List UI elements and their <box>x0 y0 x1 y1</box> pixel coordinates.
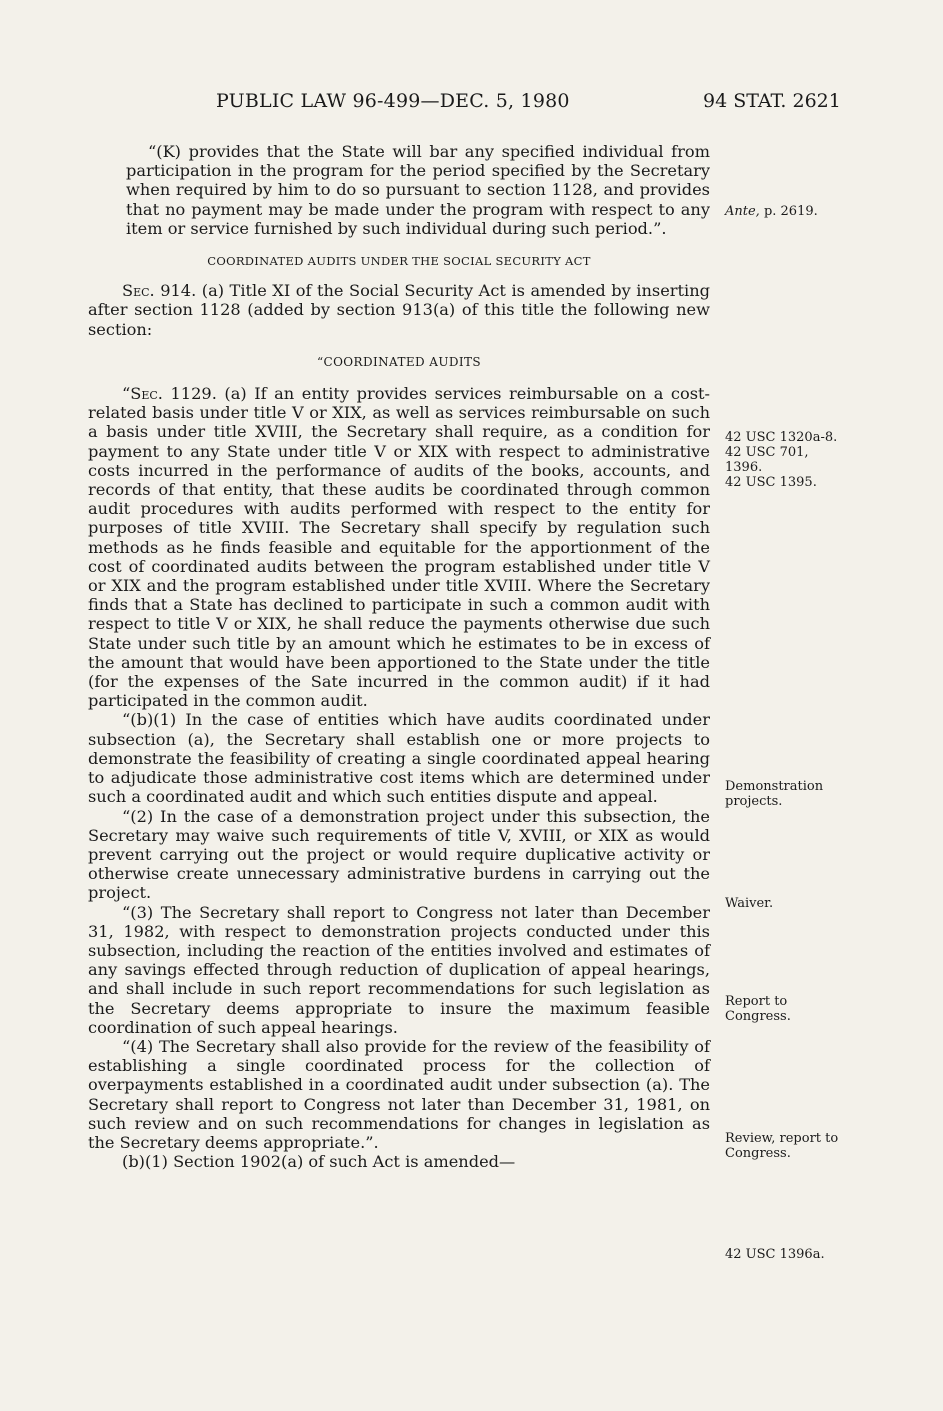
section-914-text: 914. (a) Title XI of the Social Security Act is amended by inserting after section 1128 (added by section 913(a) of this title the following new section: <box>88 281 710 339</box>
main-text <box>88 142 710 1171</box>
report-line1: Report to <box>725 994 788 1009</box>
paragraph-3: “(3) The Secretary shall report to Congress not later than December 31, 1982, with respect to demonstration projects conducted under this subsection, including the reaction of the entities involved and estimates of any savings effected through reduction of duplication of appeal hearings, and shall include in such report recommendations for such legislation as the Secretary deems appropriate to insure the maximum feasible coordination of such appeal hearings. <box>88 902 710 1037</box>
report-line2: Congress. <box>725 1009 791 1024</box>
section-heading: COORDINATED AUDITS UNDER THE SOCIAL SECURITY ACT <box>207 254 591 269</box>
usc-1395: 42 USC 1395. <box>725 475 817 490</box>
margin-note-usc-block <box>725 430 940 490</box>
paragraph-b-last: (b)(1) Section 1902(a) of such Act is amended— <box>122 1152 516 1172</box>
paragraph-4: “(4) The Secretary shall also provide for the review of the feasibility of establishing a single coordinated process for the collection of overpayments established in a coordinated audit under subsection (a). The Secretary shall report to Congress not later than December 31, 1981, on such review and on such recommendations for changes in legislation as the Secretary deems appropriate.”. <box>88 1036 710 1152</box>
page-header-stat: 94 STAT. 2621 <box>703 90 841 112</box>
page-header-title: PUBLIC LAW 96-499—DEC. 5, 1980 <box>216 90 570 112</box>
demonstration-line2: projects. <box>725 794 783 809</box>
section-914-label: Sec. <box>122 281 155 301</box>
section-1129-paragraph <box>88 384 710 710</box>
ante-page: p. 2619. <box>759 204 818 219</box>
coordinated-audits-subheading: “COORDINATED AUDITS <box>316 354 482 369</box>
margin-note-usc-1396a: 42 USC 1396a. <box>725 1247 825 1262</box>
paragraph-b1: “(b)(1) In the case of entities which have audits coordinated under subsection (a), the Secretary shall establish one or more projects to demonstrate the feasibility of creating a single coordinated appeal hearing to adjudicate those administrative cost items which are determined under such a coordinated audit and which such entities dispute and appeal. <box>88 710 710 807</box>
margin-note-review <box>725 1131 940 1161</box>
usc-701: 42 USC 701, <box>725 445 809 460</box>
margin-note-waiver: Waiver. <box>725 896 774 911</box>
review-line2: Congress. <box>725 1146 791 1161</box>
demonstration-line1: Demonstration <box>725 779 824 794</box>
section-914-paragraph <box>88 281 710 339</box>
section-1129-text: 1129. (a) If an entity provides services reimbursable on a cost-related basis under title V or XIX, as well as services reimbursable on such a basis under title XVIII, the Secretary shall require, as a condition for payment to any State under title V or XIX with respect to administrative costs incurred in the performance of audits of the books, accounts, and records of that entity, that these audits be coordinated through common audit procedures with audits performed with respect to the entity for purposes of title XVIII. The Secretary shall specify by regulation such methods as he finds feasible and equitable for the apportionment of the cost of coordinated audits between the program established under title V or XIX and the program established under title XVIII. Where the Secretary finds that a State has declined to participate in such a common audit with respect to title V or XIX, he shall reduce the payments otherwise due such State under such title by an amount which he estimates to be in excess of the amount that would have been apportioned to the State under the title (for the expenses of the Sate incurred in the common audit) if it had participated in the common audit. <box>88 384 710 711</box>
usc-1396: 1396. <box>725 460 763 475</box>
section-1129-label: “Sec. <box>122 384 163 404</box>
margin-note-demonstration <box>725 779 940 809</box>
paragraph-2: “(2) In the case of a demonstration project under this subsection, the Secretary may waive such requirements of title V, XVIII, or XIX as would prevent carrying out the project or would require duplicative activity or otherwise create unnecessary administrative burdens in carrying out the project. <box>88 806 710 903</box>
usc-1320a8: 42 USC 1320a-8. <box>725 430 838 445</box>
paragraph-k: “(K) provides that the State will bar any specified individual from participation in the program for the period specified by the Secretary when required by him to do so pursuant to section 1128, and provides that no payment may be made under the program with respect to any item or service furnished by such individual during such period.”. <box>126 142 710 238</box>
ante-italic: Ante, <box>725 204 760 219</box>
margin-note-report <box>725 994 940 1024</box>
margin-note-ante <box>725 204 940 219</box>
review-line1: Review, report to <box>725 1131 839 1146</box>
